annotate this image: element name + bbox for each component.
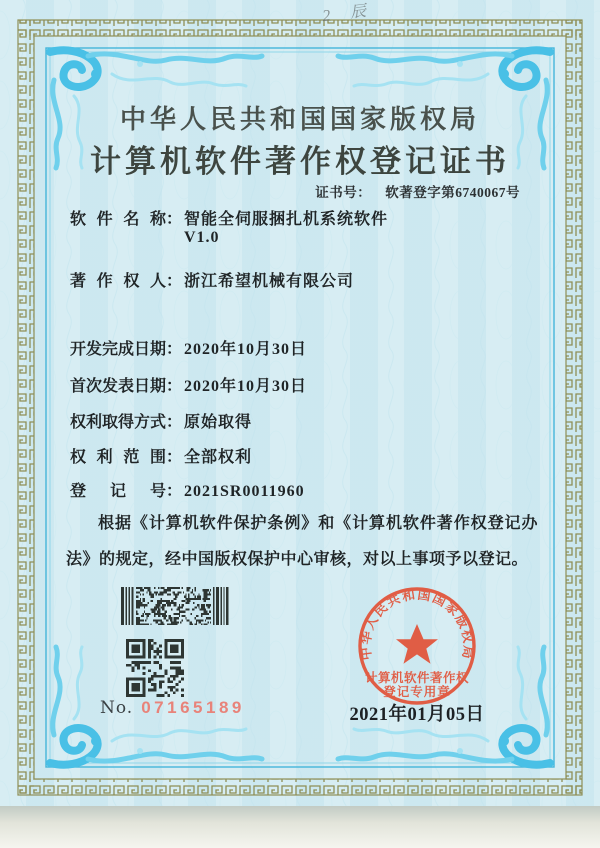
field-label: 著作权人 [70,273,166,290]
pencil-annotation: 2 辰 [321,1,376,26]
field-value: 原始取得 [184,414,253,431]
field-colon: ： [166,378,183,395]
certificate-number-value: 软著登字第6740067号 [385,185,520,200]
field-registration-number [70,478,305,501]
field-value: 全部权利 [184,449,253,466]
field-label: 权利取得方式 [70,414,167,431]
field-value: 浙江希望机械有限公司 [184,273,355,290]
issue-date: 2021年01月05日 [349,705,485,725]
field-label: 权利范围 [70,449,166,466]
serial-number: 07165189 [141,698,245,717]
field-dev-complete-date [70,336,307,359]
registration-statement: 根据《计算机软件保护条例》和《计算机软件著作权登记办法》的规定，经中国版权保护中心审核，对以上事项予以登记。 [66,515,538,568]
field-rights-acquisition [70,409,252,432]
seal-ring-text: 中华人民共和国国家版权局 [357,586,477,662]
field-label: 登记号 [70,483,166,500]
field-rights-scope [70,444,252,467]
field-copyright-owner [70,268,354,291]
serial-prefix: No. [100,698,134,718]
qr-code [126,639,184,697]
field-colon: ： [166,273,183,290]
field-value: 2020年10月30日 [184,341,308,358]
seal-text-line2: 登记专用章 [383,685,451,699]
field-value: 智能全伺服捆扎机系统软件 [184,211,389,228]
field-colon: ： [166,449,183,466]
field-colon: ： [166,341,183,358]
field-first-publish-date [70,373,307,396]
field-label: 开发完成日期 [70,341,167,358]
field-colon: ： [166,414,183,431]
barcode [121,587,229,625]
certificate-number-label: 证书号： [315,185,372,200]
certificate-title: 计算机软件著作权登记证书 [90,144,510,179]
seal-text-line1: 计算机软件著作权 [364,671,470,685]
official-seal [349,578,485,714]
field-software-name [70,206,388,229]
software-version: V1.0 [184,229,220,246]
star-icon [396,624,438,664]
field-value: 2020年10月30日 [184,378,308,395]
field-value: 2021SR0011960 [184,483,305,500]
certificate-number-line [315,181,520,201]
field-colon: ： [166,211,183,228]
field-colon: ： [166,483,183,500]
scan-paper-edge [0,806,600,848]
field-label: 首次发表日期 [70,378,167,395]
issuing-authority: 中华人民共和国国家版权局 [119,105,480,134]
field-label: 软件名称 [70,211,166,228]
serial-number-line [100,698,245,718]
